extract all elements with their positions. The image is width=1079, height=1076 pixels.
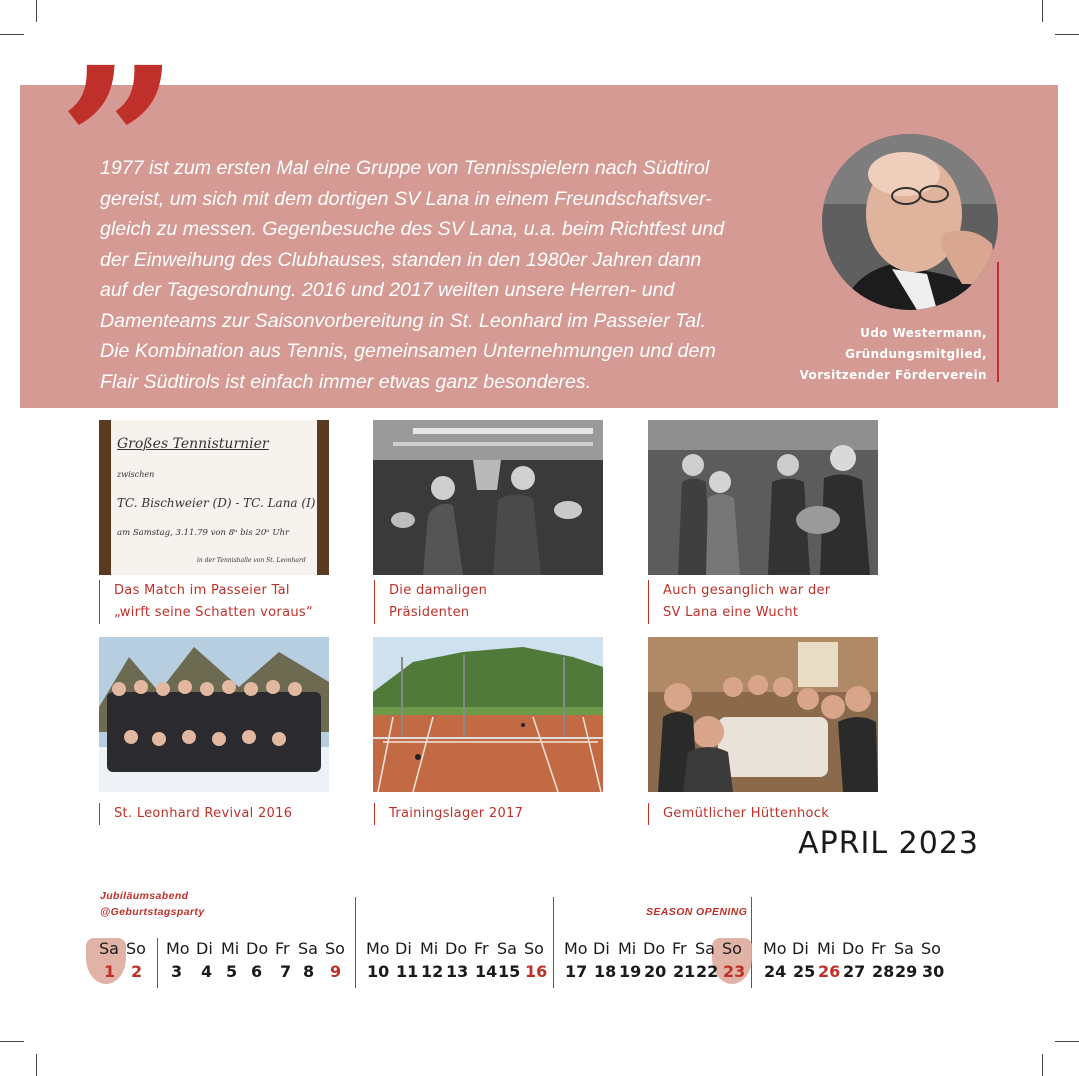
weekday-label: Fr <box>474 939 489 958</box>
quote-line: gereist, um sich mit dem dortigen SV Lana in einem Freundschaftsver- <box>100 187 712 210</box>
weekday-label: Mi <box>817 939 836 958</box>
day-number: 9 <box>330 962 342 981</box>
event-label <box>646 904 747 920</box>
day-number: 11 <box>396 962 419 981</box>
day-number: 23 <box>723 962 746 981</box>
week-divider <box>553 897 554 988</box>
poster-text: in der Tennishalle von St. Leonhard <box>197 557 306 564</box>
weekday-label: Di <box>395 939 412 958</box>
weekday-label: Mi <box>618 939 637 958</box>
weekday-label: Mo <box>564 939 588 958</box>
photo-presidents <box>373 420 603 575</box>
weekday-label: Fr <box>275 939 290 958</box>
person-role: Vorsitzender Förderverein <box>799 368 987 382</box>
weekday-label: Do <box>246 939 269 958</box>
caption-line: Präsidenten <box>389 605 470 620</box>
day-number: 12 <box>421 962 444 981</box>
day-number: 21 <box>673 962 696 981</box>
photo-caption <box>648 580 830 624</box>
day-number: 13 <box>446 962 469 981</box>
quote-text <box>100 153 790 397</box>
weekday-label: Mo <box>166 939 190 958</box>
photo-training-camp <box>373 637 603 792</box>
weekday-label: Fr <box>672 939 687 958</box>
weekday-label: So <box>921 939 941 958</box>
weekday-label: Di <box>792 939 809 958</box>
month-title: APRIL 2023 <box>798 826 979 861</box>
day-number: 29 <box>895 962 918 981</box>
day-number: 19 <box>619 962 642 981</box>
quote-line: auf der Tagesordnung. 2016 und 2017 weilten unsere Herren- und <box>100 279 675 301</box>
day-number: 26 <box>818 962 841 981</box>
day-number: 24 <box>764 962 787 981</box>
poster-text: zwischen <box>117 470 155 479</box>
weekday-label: Mi <box>420 939 439 958</box>
day-number: 15 <box>498 962 521 981</box>
photo-caption <box>374 803 523 825</box>
event-label <box>100 888 205 920</box>
caption-line: Gemütlicher Hüttenhock <box>663 806 830 821</box>
weekday-label: So <box>722 939 742 958</box>
week-divider <box>157 938 158 988</box>
crop-mark <box>36 1054 37 1076</box>
caption-line: Die damaligen <box>389 583 488 598</box>
poster-text: am Samstag, 3.11.79 von 8ᵘ bis 20ᵘ Uhr <box>117 528 290 538</box>
portrait-photo <box>822 134 998 310</box>
crop-mark <box>1055 1041 1079 1042</box>
crop-mark <box>36 0 37 22</box>
weekday-label: So <box>126 939 146 958</box>
day-number: 16 <box>525 962 548 981</box>
day-number: 20 <box>644 962 667 981</box>
weekday-label: Di <box>196 939 213 958</box>
weekday-label: So <box>524 939 544 958</box>
quote-line: Damenteams zur Saisonvorbereitung in St. Leonhard im Passeier Tal. <box>100 309 706 332</box>
weekday-label: Fr <box>871 939 886 958</box>
weekday-label: Sa <box>298 939 318 958</box>
crop-mark <box>1042 0 1043 22</box>
quotation-mark-icon: ” <box>58 21 161 268</box>
caption-line: St. Leonhard Revival 2016 <box>114 806 293 821</box>
quote-line: Flair Südtirols ist einfach immer etwas ganz besonderes. <box>100 370 592 393</box>
day-number: 1 <box>104 962 116 981</box>
photo-caption <box>374 580 487 624</box>
caption-line: SV Lana eine Wucht <box>663 605 799 620</box>
crop-mark <box>0 1041 24 1042</box>
day-number: 7 <box>280 962 292 981</box>
photo-caption <box>648 803 829 825</box>
photo-tournament-poster <box>99 420 329 575</box>
day-number: 28 <box>872 962 895 981</box>
person-role: Gründungsmitglied, <box>845 347 987 361</box>
event-line: SEASON OPENING <box>646 906 748 918</box>
weekday-label: Do <box>445 939 468 958</box>
crop-mark <box>1042 1054 1043 1076</box>
day-number: 10 <box>367 962 390 981</box>
photo-hut-evening <box>648 637 878 792</box>
quote-line: Die Kombination aus Tennis, gemeinsamen Unternehmungen und dem <box>100 340 716 362</box>
day-number: 4 <box>201 962 213 981</box>
crop-mark <box>0 34 24 35</box>
day-number: 25 <box>793 962 816 981</box>
day-number: 6 <box>251 962 263 981</box>
poster-text: TC. Bischweier (D) - TC. Lana (I) <box>117 496 316 510</box>
photo-group-snow <box>99 637 329 792</box>
weekday-label: Mo <box>366 939 390 958</box>
person-name: Udo Westermann, <box>860 326 987 340</box>
weekday-label: Di <box>593 939 610 958</box>
weekday-label: Mi <box>221 939 240 958</box>
day-number: 3 <box>171 962 183 981</box>
caption-line: „wirft seine Schatten voraus“ <box>114 605 313 620</box>
poster-title: Großes Tennisturnier <box>117 436 269 452</box>
weekday-label: Do <box>842 939 865 958</box>
day-number: 18 <box>594 962 617 981</box>
weekday-label: Sa <box>894 939 914 958</box>
crop-mark <box>1055 34 1079 35</box>
caption-line: Das Match im Passeier Tal <box>114 583 290 598</box>
portrait-accent-line <box>997 262 999 382</box>
weekday-label: Sa <box>99 939 119 958</box>
weekday-label: Mo <box>763 939 787 958</box>
person-caption <box>800 323 987 386</box>
day-number: 17 <box>565 962 588 981</box>
photo-band <box>648 420 878 575</box>
quote-line: 1977 ist zum ersten Mal eine Gruppe von Tennisspielern nach Südtirol <box>100 157 710 179</box>
day-number: 30 <box>922 962 945 981</box>
day-number: 5 <box>226 962 238 981</box>
caption-line: Auch gesanglich war der <box>663 583 831 598</box>
day-number: 22 <box>696 962 719 981</box>
day-number: 14 <box>475 962 498 981</box>
caption-line: Trainingslager 2017 <box>389 806 524 821</box>
week-divider <box>355 897 356 988</box>
weekday-label: Do <box>643 939 666 958</box>
event-line: Jubiläumsabend <box>100 890 189 902</box>
weekday-label: Sa <box>497 939 517 958</box>
event-line: @Geburtstagsparty <box>100 906 205 918</box>
weekday-label: Sa <box>695 939 715 958</box>
quote-line: gleich zu messen. Gegenbesuche des SV Lana, u.a. beim Richtfest und <box>100 218 725 240</box>
day-number: 2 <box>131 962 143 981</box>
quote-line: der Einweihung des Clubhauses, standen in den 1980er Jahren dann <box>100 248 702 271</box>
weekday-label: So <box>325 939 345 958</box>
photo-caption <box>99 580 313 624</box>
photo-caption <box>99 803 292 825</box>
day-number: 27 <box>843 962 866 981</box>
day-number: 8 <box>303 962 315 981</box>
